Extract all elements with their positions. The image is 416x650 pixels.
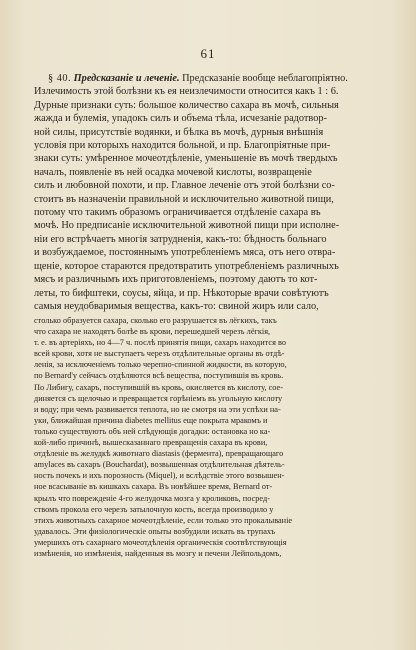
footnote-line: ствомъ прокола его черезъ затылочную кость, всегда производило у <box>34 504 274 514</box>
footnote-line: умершихъ отъ сахарнаго мочеотдѣленія органическія соотвѣтствующія <box>34 537 287 547</box>
footnote-line: что сахара не находятъ болѣе въ крови, перешедшей черезъ лёгкія, <box>34 327 271 337</box>
text-line: мочѣ. Но предписаніе исключительной животной пищи при исполне- <box>34 220 340 232</box>
footnote-line: только существуютъ объ ней слѣдующія догадки: остановка но ка- <box>34 426 271 436</box>
footnote-line: По Либигу, сахаръ, поступившій въ кровь, окисляется въ кислоту, сое- <box>34 382 283 392</box>
footnote-line: измѣненія, но измѣненія, найденныя въ мозгу и печени Лейпольдомъ, <box>34 548 282 558</box>
section-heading-line <box>34 72 386 85</box>
footnote-line: удавалось. Эти физіологическіе опыты возбудили искать въ трупахъ <box>34 526 276 536</box>
text-line: стоитъ въ назначеніи правильной и исключительно животной пищи, <box>34 193 334 205</box>
footnote-line: всей крови, хотя не выступаетъ черезъ отдѣлительные органы въ отдѣ- <box>34 349 285 359</box>
footnote-line: столько образуется сахара, сколько его разрушается въ лёгкихъ, такъ <box>34 316 277 325</box>
text-line: жажда и булемія, упадокъ силъ и объема тѣла, исчезаніе радотвор- <box>34 113 327 125</box>
section-title: Предсказаніе и леченіе. <box>73 73 180 84</box>
text-line: Излечимость этой болѣзни къ ея неизлечимости относится какъ 1 : 6. <box>34 86 339 98</box>
footnote-line: ность почекъ и ихъ порозность (Miquel), и вслѣдствіе этого возвышен- <box>34 471 285 481</box>
footnote-line: кой-либо причинѣ, вышесказаннаго превращенія сахара въ крови, <box>34 438 268 448</box>
section-first-line: Предсказаніе вообще неблагопріятно. <box>182 73 348 84</box>
text-line: началъ, появленіе въ ней осадка мочевой кислоты, возвращеніе <box>34 166 312 178</box>
section-number: § 40. <box>48 73 72 84</box>
text-line: щеніе, которое стараются предотвратить употребленіемъ различныхъ <box>34 260 339 272</box>
footnote-text <box>34 315 386 559</box>
text-line: знаки суть: умѣренное мочеотдѣленіе, уменьшеніе въ мочѣ твердыхъ <box>34 153 338 165</box>
footnote-line: и воду; при чемъ развивается теплота, но не смотря на эти успѣхи на- <box>34 404 281 414</box>
footnote-line: отдѣленіе въ желудкѣ животнаго diastasis (фермента), превращающаго <box>34 449 284 459</box>
text-line: потому что такимъ образомъ ограничивается отдѣленіе сахара въ <box>34 207 321 219</box>
footnote-line: уки, ближайшая причина diabetes mellitus еще покрыта мракомъ и <box>34 415 268 425</box>
footnote-line: диняется съ щелочью и превращается горѣніемъ въ угольную кислоту <box>34 393 283 403</box>
footnote-line: крылъ что поврежденіе 4-го желудочка мозга у кроликовъ, посред- <box>34 493 270 503</box>
main-text <box>34 72 386 313</box>
footnote-line: ленія, за исключеніемъ только черепно-спинной жидкости, въ которую, <box>34 360 287 370</box>
text-line: Дурные признаки суть: большое количество сахара въ мочѣ, сильныя <box>34 99 339 111</box>
page-number: 61 <box>200 46 216 61</box>
text-line: условія при которыхъ находится больной, и пр. Благопріятные при- <box>34 140 331 152</box>
text-line: ніи его встрѣчаетъ многія затрудненія, какъ-то: бѣдность больнаго <box>34 233 327 245</box>
footnote-line: т. е. въ артеріяхъ, но 4—7 ч. послѣ принятія пищи, сахаръ находится во <box>34 338 286 348</box>
text-line: мясъ и различнымъ ихъ приготовленіемъ, поэтому даютъ то кот- <box>34 274 318 286</box>
footnote-line: по Bernard'у сейчасъ отдѣляются всѣ вещества, поступившія въ кровь. <box>34 371 284 381</box>
text-line: ной силы, присутствіе водянки, и бѣлка въ мочѣ, дурныя внѣшнія <box>34 126 324 138</box>
text-line: леты, то бифштеки, соусы, яйца, и пр. Нѣкоторые врачи совѣтуютъ <box>34 287 329 299</box>
text-line: самыя неудобваримыя вещества, какъ-то: свиной жиръ или сало, <box>34 300 319 312</box>
footnote-line: amylaces въ сахаръ (Bouchardat), возвышенная отдѣлительная дѣятель- <box>34 460 285 470</box>
footnote-line: этихъ животныхъ сахарное мочеотдѣленіе, если только это прокалываніе <box>34 515 293 525</box>
text-line: и возбуждаемое, постояннымъ употребленіемъ мяса, отъ него отвра- <box>34 247 336 259</box>
text-line: силъ и любовной похоти, и пр. Главное леченіе отъ этой болѣзни со- <box>34 180 335 192</box>
footnote-line: ное всасываніе въ кишкахъ сахара. Въ новѣйшее время, Bernard от- <box>34 482 273 492</box>
